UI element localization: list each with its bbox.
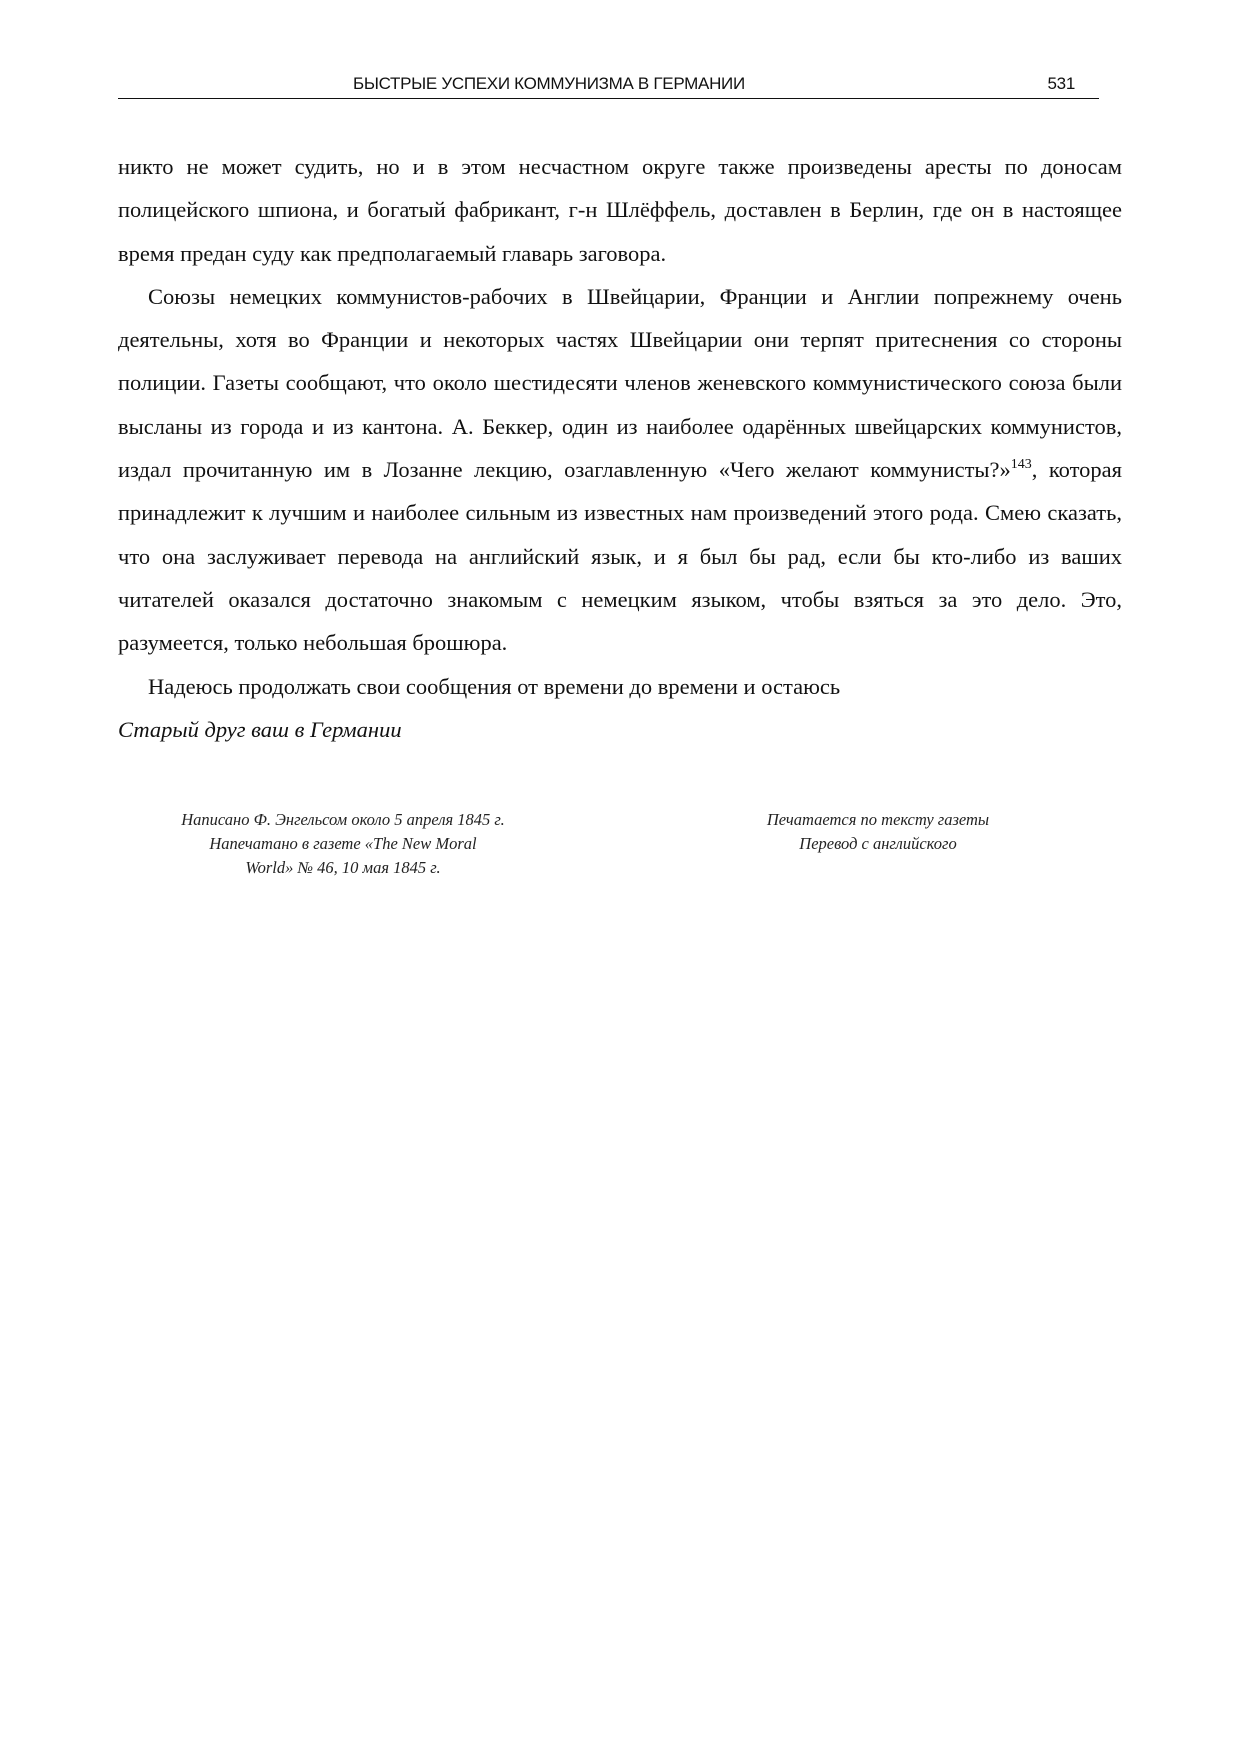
paragraph-2-text-end: , которая принадлежит к лучшим и наиболее сильным из известных нам произведений этого рода. Смею сказать, что она заслуживает перевода на английский язык, и я был бы рад, если бы кто-либо из ваших читателей оказался достаточно знакомым с немецким языком, чтобы взяться за это дело. Это, разумеется, только небольшая брошюра.: [118, 457, 1122, 656]
paragraph-1: никто не может судить, но и в этом несчастном округе также произведены аресты по доносам полицейского шпиона, и богатый фабрикант, г-н Шлёффель, доставлен в Берлин, где он в настоящее время предан суду как предполагаемый главарь заговора.: [118, 154, 1122, 266]
publication-info-line: Напечатано в газете «The New Moral: [209, 834, 477, 853]
source-info: [728, 808, 1028, 856]
publication-info-line: World» № 46, 10 мая 1845 г.: [245, 858, 441, 877]
signature: Старый друг ваш в Германии: [118, 716, 402, 742]
page-number: 531: [1047, 74, 1075, 93]
running-header: [118, 72, 1099, 99]
paragraph-3: Надеюсь продолжать свои сообщения от времени до времени и остаюсь: [148, 673, 841, 699]
publication-info-line: Написано Ф. Энгельсом около 5 апреля 1845 г.: [181, 810, 505, 829]
paragraph-2: [118, 275, 1122, 665]
source-info-line: Перевод с английского: [799, 834, 957, 853]
publication-info: [118, 808, 568, 880]
body-text: [118, 145, 1122, 751]
paragraph-2-text-start: Союзы немецких коммунистов-рабочих в Швейцарии, Франции и Англии попрежнему очень деятельны, хотя во Франции и некоторых частях Швейцарии они терпят притеснения со стороны полиции. Газеты сообщают, что около шестидесяти членов женевского коммунистического союза были высланы из города и из кантона. А. Беккер, один из наиболее одарённых швейцарских коммунистов, издал прочитанную им в Лозанне лекцию, озаглавленную «Чего желают коммунисты?»: [118, 283, 1122, 483]
footnote-reference: 143: [1010, 457, 1032, 473]
source-info-line: Печатается по тексту газеты: [766, 810, 990, 829]
running-header-title: БЫСТРЫЕ УСПЕХИ КОММУНИЗМА В ГЕРМАНИИ: [353, 74, 745, 93]
